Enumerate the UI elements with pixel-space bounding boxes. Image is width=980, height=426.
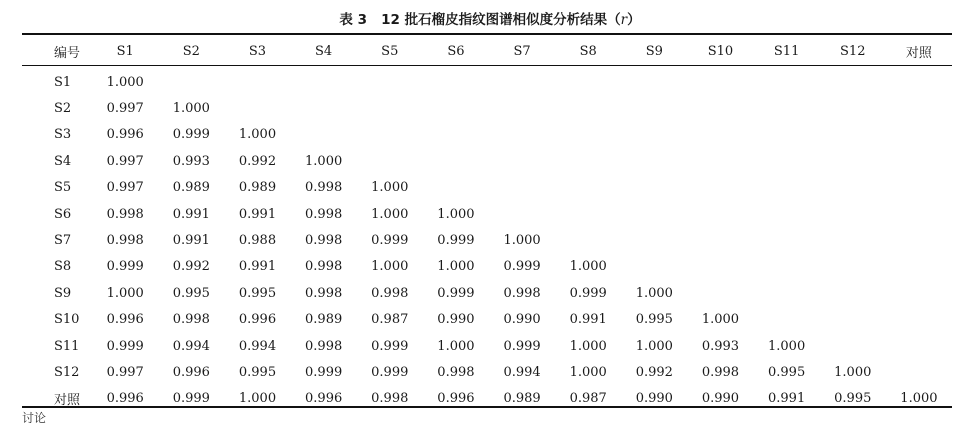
table-cell: 1.000 bbox=[238, 391, 277, 407]
column-header: S5 bbox=[381, 44, 399, 59]
table-cell: 0.998 bbox=[305, 180, 343, 196]
table-cell: 0.995 bbox=[635, 312, 673, 328]
table-cell bbox=[489, 201, 555, 227]
table-cell: 0.988 bbox=[238, 233, 277, 249]
row-label: S9 bbox=[54, 285, 72, 301]
column-header: 对照 bbox=[905, 46, 932, 61]
table-cell bbox=[489, 175, 555, 201]
column-header-id: 编号 bbox=[54, 46, 81, 61]
column-header: S4 bbox=[315, 44, 333, 59]
table-row bbox=[22, 280, 952, 306]
table-cell: 0.989 bbox=[238, 180, 277, 196]
table-cell bbox=[158, 65, 224, 95]
table-cell: 0.998 bbox=[106, 233, 144, 249]
table-cell: 0.999 bbox=[437, 233, 475, 249]
table-cell bbox=[820, 307, 886, 333]
table-cell: 0.990 bbox=[503, 312, 541, 328]
table-cell bbox=[820, 122, 886, 148]
table-cell: 0.996 bbox=[172, 364, 210, 380]
table-cell bbox=[621, 148, 687, 174]
table-cell bbox=[291, 95, 357, 121]
table-cell bbox=[820, 227, 886, 253]
table-cell: 0.999 bbox=[569, 285, 607, 301]
row-label: S6 bbox=[54, 206, 72, 222]
row-label: S1 bbox=[54, 74, 72, 90]
table-cell: 0.994 bbox=[172, 338, 210, 354]
table-cell bbox=[820, 201, 886, 227]
table-cell: 0.998 bbox=[305, 259, 343, 275]
table-cell bbox=[687, 280, 753, 306]
table-cell: 0.998 bbox=[437, 364, 475, 380]
row-label: S8 bbox=[54, 259, 72, 275]
column-header: S12 bbox=[840, 44, 866, 59]
table-body bbox=[22, 65, 952, 412]
table-cell: 0.997 bbox=[106, 101, 144, 117]
table-cell bbox=[621, 95, 687, 121]
column-header: S11 bbox=[773, 44, 800, 59]
table-cell: 0.995 bbox=[768, 364, 806, 380]
table-row bbox=[22, 307, 952, 333]
table-cell: 0.998 bbox=[371, 285, 409, 301]
table-cell bbox=[291, 122, 357, 148]
table-cell: 0.997 bbox=[106, 364, 144, 380]
table-cell bbox=[820, 175, 886, 201]
table-cell: 0.997 bbox=[106, 153, 144, 169]
table-cell bbox=[489, 65, 555, 95]
column-header: S2 bbox=[182, 44, 200, 59]
table-cell bbox=[423, 95, 489, 121]
table-cell bbox=[886, 201, 952, 227]
row-label: S7 bbox=[54, 233, 72, 249]
table-cell: 0.992 bbox=[238, 153, 277, 169]
table-cell bbox=[820, 333, 886, 359]
row-label: S3 bbox=[54, 127, 72, 143]
table-cell: 1.000 bbox=[701, 312, 740, 328]
caption-symbol: r bbox=[620, 12, 628, 28]
table-cell bbox=[555, 175, 621, 201]
table-cell bbox=[820, 148, 886, 174]
row-label: 对照 bbox=[54, 393, 81, 409]
table-cell: 1.000 bbox=[371, 259, 409, 275]
table-cell: 0.994 bbox=[503, 364, 541, 380]
table-cell bbox=[687, 148, 753, 174]
table-cell: 0.991 bbox=[172, 233, 210, 249]
table-cell: 1.000 bbox=[106, 74, 144, 90]
table-cell: 1.000 bbox=[635, 285, 673, 301]
table-cell: 0.992 bbox=[635, 364, 673, 380]
table-cell: 0.999 bbox=[371, 364, 409, 380]
table-cell bbox=[754, 254, 820, 280]
table-cell: 0.995 bbox=[834, 391, 872, 407]
table-cell bbox=[621, 65, 687, 95]
table-cell: 0.999 bbox=[172, 391, 210, 407]
table-cell bbox=[886, 227, 952, 253]
table-cell bbox=[754, 280, 820, 306]
table-cell bbox=[423, 122, 489, 148]
table-cell bbox=[357, 122, 423, 148]
table-cell bbox=[687, 95, 753, 121]
table-row bbox=[22, 148, 952, 174]
table-cell: 0.998 bbox=[701, 364, 740, 380]
table-cell: 0.997 bbox=[106, 180, 144, 196]
table-cell: 0.989 bbox=[305, 312, 343, 328]
table-cell bbox=[754, 122, 820, 148]
table-cell: 0.991 bbox=[172, 206, 210, 222]
table-cell bbox=[357, 65, 423, 95]
table-cell: 0.998 bbox=[106, 206, 144, 222]
table-cell bbox=[754, 201, 820, 227]
column-header: S10 bbox=[707, 44, 734, 59]
table-cell bbox=[224, 65, 290, 95]
table-cell: 1.000 bbox=[238, 127, 277, 143]
table-cell: 0.996 bbox=[106, 391, 144, 407]
table-cell bbox=[555, 227, 621, 253]
table-cell bbox=[886, 95, 952, 121]
table-cell bbox=[687, 201, 753, 227]
table-cell: 0.991 bbox=[238, 206, 277, 222]
table-cell: 0.996 bbox=[305, 391, 343, 407]
table-cell bbox=[886, 65, 952, 95]
table-cell bbox=[489, 148, 555, 174]
table-cell bbox=[886, 122, 952, 148]
next-section-fragment: 讨论 bbox=[22, 411, 47, 425]
table-cell bbox=[754, 148, 820, 174]
table-cell bbox=[754, 95, 820, 121]
table-cell: 0.991 bbox=[238, 259, 277, 275]
table-cell: 0.999 bbox=[503, 338, 541, 354]
table-cell bbox=[687, 65, 753, 95]
table-cell: 0.990 bbox=[701, 391, 740, 407]
table-cell: 0.995 bbox=[238, 364, 277, 380]
table-cell bbox=[886, 148, 952, 174]
table-cell: 0.995 bbox=[238, 285, 277, 301]
column-header: S7 bbox=[513, 44, 531, 59]
table-cell: 1.000 bbox=[172, 101, 210, 117]
table-cell bbox=[423, 65, 489, 95]
table-cell bbox=[886, 333, 952, 359]
table-cell: 1.000 bbox=[106, 285, 144, 301]
row-label: S5 bbox=[54, 180, 72, 196]
table-cell: 1.000 bbox=[569, 338, 607, 354]
table-cell bbox=[754, 307, 820, 333]
table-row bbox=[22, 254, 952, 280]
table-cell: 0.998 bbox=[371, 391, 409, 407]
table-cell: 0.998 bbox=[305, 285, 343, 301]
table-cell: 0.998 bbox=[305, 233, 343, 249]
table-cell: 0.996 bbox=[106, 127, 144, 143]
table-cell: 0.991 bbox=[569, 312, 607, 328]
table-cell bbox=[224, 95, 290, 121]
caption-text: 12 批石榴皮指纹图谱相似度分析结果（ bbox=[381, 12, 621, 28]
table-cell bbox=[489, 95, 555, 121]
column-header: S1 bbox=[116, 44, 134, 59]
table-caption bbox=[0, 8, 980, 28]
similarity-table bbox=[22, 38, 952, 412]
table-cell: 1.000 bbox=[900, 391, 938, 407]
table-cell: 0.999 bbox=[437, 285, 475, 301]
caption-label: 表 3 bbox=[339, 12, 367, 28]
table-cell: 1.000 bbox=[437, 259, 475, 275]
table-cell bbox=[423, 175, 489, 201]
table-cell: 0.993 bbox=[701, 338, 740, 354]
table-cell bbox=[886, 307, 952, 333]
table-row bbox=[22, 386, 952, 412]
table-cell bbox=[621, 201, 687, 227]
table-cell bbox=[687, 227, 753, 253]
table-cell: 1.000 bbox=[768, 338, 806, 354]
table-cell: 0.998 bbox=[503, 285, 541, 301]
table-cell: 0.991 bbox=[768, 391, 806, 407]
table-row bbox=[22, 359, 952, 385]
table-cell bbox=[555, 148, 621, 174]
header-row bbox=[22, 38, 952, 65]
table-cell bbox=[687, 254, 753, 280]
row-label: S12 bbox=[54, 364, 80, 380]
row-label: S4 bbox=[54, 153, 72, 169]
table-cell bbox=[621, 122, 687, 148]
table-cell: 1.000 bbox=[569, 259, 607, 275]
table-row bbox=[22, 175, 952, 201]
table-cell: 0.995 bbox=[172, 285, 210, 301]
table-cell bbox=[357, 95, 423, 121]
table-cell: 0.999 bbox=[371, 233, 409, 249]
table-row bbox=[22, 201, 952, 227]
table-cell bbox=[621, 175, 687, 201]
table-cell: 0.999 bbox=[371, 338, 409, 354]
table-cell: 0.998 bbox=[172, 312, 210, 328]
table-cell: 0.998 bbox=[305, 338, 343, 354]
table-cell bbox=[423, 148, 489, 174]
row-label: S11 bbox=[54, 338, 80, 354]
table-cell: 0.994 bbox=[238, 338, 277, 354]
caption-close: ） bbox=[627, 12, 641, 28]
table-cell: 1.000 bbox=[834, 364, 872, 380]
table-cell bbox=[754, 227, 820, 253]
table-cell: 0.990 bbox=[635, 391, 673, 407]
table-row bbox=[22, 333, 952, 359]
table-row bbox=[22, 65, 952, 95]
column-header: S3 bbox=[248, 44, 267, 59]
table-cell bbox=[555, 122, 621, 148]
table-cell bbox=[820, 95, 886, 121]
column-header: S6 bbox=[447, 44, 465, 59]
table-cell: 0.999 bbox=[305, 364, 343, 380]
table-cell bbox=[886, 359, 952, 385]
table-cell: 0.999 bbox=[503, 259, 541, 275]
table-top-rule bbox=[22, 33, 952, 35]
table-cell: 0.999 bbox=[106, 259, 144, 275]
table-cell: 0.990 bbox=[437, 312, 475, 328]
table-cell bbox=[820, 280, 886, 306]
table-cell: 1.000 bbox=[305, 153, 343, 169]
table-cell: 1.000 bbox=[437, 206, 475, 222]
table-cell: 1.000 bbox=[371, 180, 409, 196]
table-cell bbox=[687, 122, 753, 148]
table-cell: 0.999 bbox=[106, 338, 144, 354]
table-cell bbox=[555, 201, 621, 227]
table-cell: 0.987 bbox=[569, 391, 607, 407]
table-cell: 0.989 bbox=[172, 180, 210, 196]
column-header: S8 bbox=[579, 44, 597, 59]
table-cell: 0.996 bbox=[437, 391, 475, 407]
table-cell bbox=[687, 175, 753, 201]
row-label: S2 bbox=[54, 101, 72, 117]
table-cell bbox=[621, 227, 687, 253]
table-cell: 1.000 bbox=[635, 338, 673, 354]
table-cell: 1.000 bbox=[569, 364, 607, 380]
table-cell: 0.989 bbox=[503, 391, 541, 407]
table-cell bbox=[754, 65, 820, 95]
table-cell bbox=[555, 65, 621, 95]
table-cell bbox=[886, 280, 952, 306]
table-cell: 1.000 bbox=[371, 206, 409, 222]
table-cell bbox=[489, 122, 555, 148]
table-cell bbox=[886, 254, 952, 280]
table-cell bbox=[291, 65, 357, 95]
table-cell: 0.996 bbox=[238, 312, 277, 328]
table-row bbox=[22, 122, 952, 148]
table-cell bbox=[357, 148, 423, 174]
table-cell: 1.000 bbox=[503, 233, 541, 249]
table-cell: 0.992 bbox=[172, 259, 210, 275]
table-cell: 0.998 bbox=[305, 206, 343, 222]
table-cell bbox=[886, 175, 952, 201]
table-cell bbox=[754, 175, 820, 201]
table-cell: 0.987 bbox=[371, 312, 409, 328]
table-cell bbox=[820, 254, 886, 280]
column-header: S9 bbox=[645, 44, 663, 59]
row-label: S10 bbox=[54, 312, 80, 328]
table-cell bbox=[621, 254, 687, 280]
table-cell: 0.999 bbox=[172, 127, 210, 143]
table-cell: 1.000 bbox=[437, 338, 475, 354]
table-cell: 0.993 bbox=[172, 153, 210, 169]
table-row bbox=[22, 227, 952, 253]
table-row bbox=[22, 95, 952, 121]
table-cell: 0.996 bbox=[106, 312, 144, 328]
table-cell bbox=[820, 65, 886, 95]
table-cell bbox=[555, 95, 621, 121]
